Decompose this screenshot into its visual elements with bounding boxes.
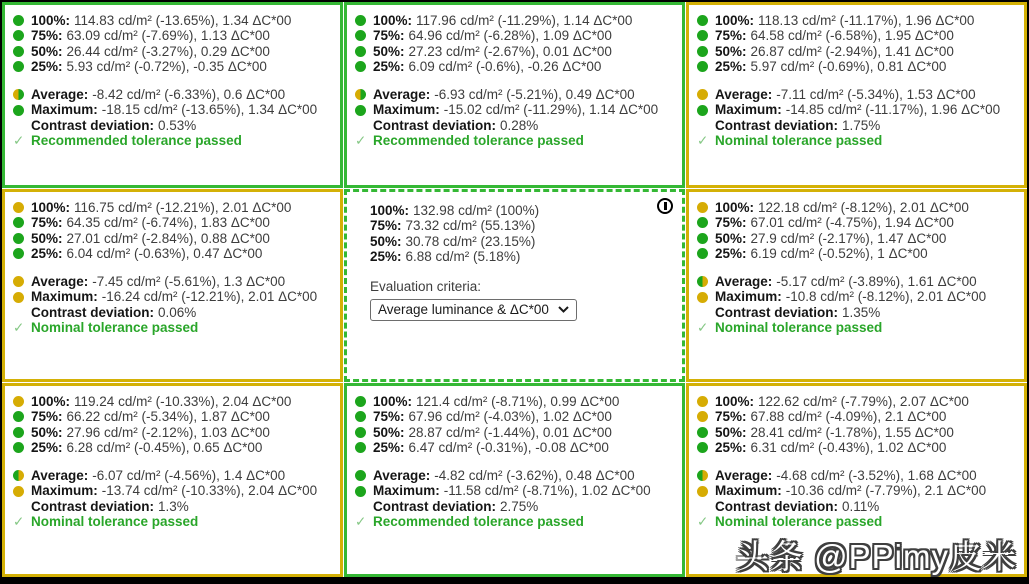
measurement-row [355, 102, 672, 117]
measurement-row [697, 409, 1014, 424]
status-bullet-icon [355, 61, 366, 72]
status-bullet-icon [355, 105, 366, 116]
metric-value: 67.01 cd/m² (-4.75%), 1.94 ΔC*00 [750, 215, 954, 231]
metric-value: 5.97 cd/m² (-0.69%), 0.81 ΔC*00 [750, 58, 947, 74]
metric-value: -10.8 cd/m² (-8.12%), 2.01 ΔC*00 [785, 289, 987, 305]
metric-value: 6.31 cd/m² (-0.43%), 1.02 ΔC*00 [750, 439, 947, 455]
metric-value: -13.74 cd/m² (-10.33%), 2.04 ΔC*00 [101, 483, 318, 499]
metric-value: 6.04 cd/m² (-0.63%), 0.47 ΔC*00 [66, 245, 263, 261]
metric-label: 25%: [370, 248, 402, 264]
checkmark-icon: ✓ [697, 514, 709, 530]
measurement-row [13, 468, 330, 483]
measurement-row [697, 28, 1014, 43]
panel-center-reference [344, 189, 685, 382]
measurement-row [697, 118, 1014, 133]
measurement-row [355, 483, 672, 498]
status-bullet-icon [697, 411, 708, 422]
measurement-row [355, 425, 672, 440]
measurement-row [13, 44, 330, 59]
measurement-row [697, 13, 1014, 28]
metric-value: 63.09 cd/m² (-7.69%), 1.13 ΔC*00 [66, 28, 270, 44]
metric-label: Maximum: [373, 102, 440, 118]
tolerance-status [697, 133, 1014, 148]
measurement-row [13, 440, 330, 455]
metric-label: 25%: [373, 439, 405, 455]
metric-label: 25%: [373, 58, 405, 74]
metric-label: 100%: [373, 394, 413, 409]
measurement-row [13, 499, 330, 514]
metric-value: -14.85 cd/m² (-11.17%), 1.96 ΔC*00 [785, 102, 1001, 118]
measurement-row [13, 246, 330, 261]
status-bullet-icon [13, 89, 24, 100]
status-bullet-icon [697, 470, 708, 481]
checkmark-icon: ✓ [13, 133, 25, 149]
metric-label: Maximum: [31, 289, 98, 305]
metric-value: 0.53% [158, 117, 197, 133]
metric-label: 100%: [373, 13, 413, 28]
metric-value: 67.96 cd/m² (-4.03%), 1.02 ΔC*00 [408, 409, 612, 425]
measurement-row [697, 394, 1014, 409]
metric-value: 27.96 cd/m² (-2.12%), 1.03 ΔC*00 [66, 424, 270, 440]
metric-value: 116.75 cd/m² (-12.21%), 2.01 ΔC*00 [74, 200, 292, 215]
metric-label: 100%: [370, 203, 410, 218]
evaluation-criteria-selected-value: Average luminance & ΔC*00 [378, 302, 549, 318]
metric-value: 6.88 cd/m² (5.18%) [405, 248, 521, 264]
status-bullet-icon [13, 427, 24, 438]
metric-value: -6.07 cd/m² (-4.56%), 1.4 ΔC*00 [92, 468, 286, 484]
tolerance-status-text: Nominal tolerance passed [715, 514, 883, 530]
measurement-row [355, 409, 672, 424]
status-bullet-icon [355, 486, 366, 497]
metric-value: -5.17 cd/m² (-3.89%), 1.61 ΔC*00 [776, 274, 977, 290]
measurement-row [13, 483, 330, 498]
tolerance-status [13, 320, 330, 335]
measurement-row [697, 440, 1014, 455]
metric-label: 75%: [31, 409, 63, 425]
status-bullet-icon [355, 427, 366, 438]
measurement-row [697, 289, 1014, 304]
status-bullet-icon [355, 30, 366, 41]
metric-label: Average: [715, 468, 773, 484]
metric-label: 100%: [715, 394, 755, 409]
status-bullet-icon [355, 46, 366, 57]
metric-value: 64.35 cd/m² (-6.74%), 1.83 ΔC*00 [66, 215, 270, 231]
status-bullet-icon [13, 470, 24, 481]
metric-label: Average: [715, 87, 773, 103]
measurement-row [13, 200, 330, 215]
measurement-row [355, 394, 672, 409]
metric-value: 6.28 cd/m² (-0.45%), 0.65 ΔC*00 [66, 439, 263, 455]
metric-label: 75%: [31, 215, 63, 231]
metric-label: 75%: [370, 218, 402, 234]
tolerance-status [13, 514, 330, 529]
metric-value: 122.62 cd/m² (-7.79%), 2.07 ΔC*00 [758, 394, 969, 409]
metric-label: Average: [31, 87, 89, 103]
panel-top-center [344, 2, 685, 188]
measurement-row [697, 305, 1014, 320]
evaluation-criteria-label: Evaluation criteria: [370, 279, 482, 295]
metric-label: 100%: [31, 394, 71, 409]
metric-label: 75%: [715, 28, 747, 44]
metric-value: -10.36 cd/m² (-7.79%), 2.1 ΔC*00 [785, 483, 987, 499]
tolerance-status [697, 514, 1014, 529]
reference-row [370, 234, 672, 249]
metric-label: 25%: [31, 58, 63, 74]
status-bullet-icon [697, 61, 708, 72]
status-bullet-icon [697, 396, 708, 407]
metric-value: -6.93 cd/m² (-5.21%), 0.49 ΔC*00 [434, 87, 635, 103]
measurement-row [13, 28, 330, 43]
metric-value: 28.87 cd/m² (-1.44%), 0.01 ΔC*00 [408, 424, 612, 440]
metric-value: 6.19 cd/m² (-0.52%), 1 ΔC*00 [750, 245, 928, 261]
tolerance-status-text: Nominal tolerance passed [31, 320, 199, 336]
measurement-row [355, 440, 672, 455]
panel-bottom-left [2, 383, 343, 577]
tolerance-status [13, 133, 330, 148]
metric-label: Contrast deviation: [715, 304, 839, 320]
checkmark-icon: ✓ [697, 320, 709, 336]
status-bullet-icon [13, 233, 24, 244]
tolerance-status-text: Nominal tolerance passed [31, 514, 199, 530]
metric-value: 28.41 cd/m² (-1.78%), 1.55 ΔC*00 [750, 424, 954, 440]
metric-value: 118.13 cd/m² (-11.17%), 1.96 ΔC*00 [758, 13, 975, 28]
status-bullet-icon [355, 442, 366, 453]
metric-value: 132.98 cd/m² (100%) [413, 203, 540, 218]
status-bullet-icon [697, 442, 708, 453]
metric-label: 50%: [31, 43, 63, 59]
panel-middle-right [686, 189, 1027, 382]
status-bullet-icon [697, 276, 708, 287]
reference-row [370, 218, 672, 233]
metric-label: Maximum: [31, 483, 98, 499]
metric-value: 0.06% [158, 304, 197, 320]
metric-value: -8.42 cd/m² (-6.33%), 0.6 ΔC*00 [92, 87, 286, 103]
status-bullet-icon [13, 276, 24, 287]
metric-value: -4.82 cd/m² (-3.62%), 0.48 ΔC*00 [434, 468, 635, 484]
measurement-row [697, 44, 1014, 59]
measurement-row [13, 409, 330, 424]
metric-label: 50%: [373, 424, 405, 440]
measurement-row [355, 499, 672, 514]
tolerance-status [355, 133, 672, 148]
metric-value: 66.22 cd/m² (-5.34%), 1.87 ΔC*00 [66, 409, 270, 425]
status-bullet-icon [697, 233, 708, 244]
status-bullet-icon [697, 46, 708, 57]
metric-label: Average: [373, 87, 431, 103]
measurement-row [697, 215, 1014, 230]
measurement-row [13, 305, 330, 320]
metric-label: 50%: [715, 43, 747, 59]
metric-label: Maximum: [715, 289, 782, 305]
status-bullet-icon [13, 46, 24, 57]
measurement-row [697, 499, 1014, 514]
status-bullet-icon [13, 61, 24, 72]
measurement-row [697, 231, 1014, 246]
metric-value: -4.68 cd/m² (-3.52%), 1.68 ΔC*00 [776, 468, 977, 484]
checkmark-icon: ✓ [355, 514, 367, 530]
metric-label: Contrast deviation: [715, 498, 839, 514]
metric-label: 75%: [715, 409, 747, 425]
metric-value: 2.75% [500, 498, 539, 514]
measurement-row [355, 468, 672, 483]
metric-label: 50%: [31, 424, 63, 440]
checkmark-icon: ✓ [13, 514, 25, 530]
measurement-row [697, 468, 1014, 483]
metric-value: 5.93 cd/m² (-0.72%), -0.35 ΔC*00 [66, 58, 267, 74]
status-bullet-icon [355, 411, 366, 422]
metric-label: Contrast deviation: [31, 304, 155, 320]
tolerance-status [355, 514, 672, 529]
measurement-row [13, 59, 330, 74]
metric-value: 30.78 cd/m² (23.15%) [405, 233, 536, 249]
metric-label: Maximum: [715, 102, 782, 118]
metric-label: 25%: [715, 245, 747, 261]
metric-label: Average: [31, 468, 89, 484]
metric-label: 25%: [31, 439, 63, 455]
metric-label: 50%: [31, 230, 63, 246]
status-bullet-icon [697, 427, 708, 438]
metric-value: 1.35% [842, 304, 881, 320]
status-bullet-icon [697, 292, 708, 303]
metric-label: Average: [715, 274, 773, 290]
panel-top-right [686, 2, 1027, 188]
measurement-row [355, 59, 672, 74]
metric-label: Average: [373, 468, 431, 484]
status-bullet-icon [13, 105, 24, 116]
checkmark-icon: ✓ [355, 133, 367, 149]
measurement-row [697, 425, 1014, 440]
metric-label: 50%: [370, 233, 402, 249]
metric-value: 6.09 cd/m² (-0.6%), -0.26 ΔC*00 [408, 58, 602, 74]
panel-bottom-center [344, 383, 685, 577]
metric-label: 100%: [715, 13, 755, 28]
evaluation-criteria-select[interactable] [370, 299, 577, 321]
status-bullet-icon [697, 486, 708, 497]
tolerance-status-text: Nominal tolerance passed [715, 133, 883, 149]
metric-value: -15.02 cd/m² (-11.29%), 1.14 ΔC*00 [443, 102, 659, 118]
metric-label: Maximum: [715, 483, 782, 499]
measurement-row [355, 44, 672, 59]
metric-value: 27.9 cd/m² (-2.17%), 1.47 ΔC*00 [750, 230, 947, 246]
status-bullet-icon [697, 248, 708, 259]
metric-label: 50%: [373, 43, 405, 59]
measurement-row [697, 200, 1014, 215]
metric-value: 26.87 cd/m² (-2.94%), 1.41 ΔC*00 [750, 43, 954, 59]
watermark: 头条 @PPimy皮米 [735, 538, 1017, 575]
metric-value: 121.4 cd/m² (-8.71%), 0.99 ΔC*00 [416, 394, 620, 409]
metric-value: 1.3% [158, 498, 189, 514]
metric-value: 27.01 cd/m² (-2.84%), 0.88 ΔC*00 [66, 230, 270, 246]
status-bullet-icon [697, 202, 708, 213]
tolerance-status-text: Recommended tolerance passed [31, 133, 242, 149]
metric-value: 67.88 cd/m² (-4.09%), 2.1 ΔC*00 [750, 409, 947, 425]
metric-label: Contrast deviation: [715, 117, 839, 133]
status-bullet-icon [13, 202, 24, 213]
metric-value: -7.45 cd/m² (-5.61%), 1.3 ΔC*00 [92, 274, 286, 290]
metric-value: 0.11% [842, 498, 880, 514]
measurement-row [13, 118, 330, 133]
measurement-row [697, 483, 1014, 498]
status-bullet-icon [13, 411, 24, 422]
measurement-row [13, 274, 330, 289]
status-bullet-icon [697, 15, 708, 26]
measurement-row [697, 102, 1014, 117]
metric-label: Contrast deviation: [31, 117, 155, 133]
chevron-down-icon [558, 306, 569, 313]
measurement-row [13, 13, 330, 28]
measurement-row [355, 87, 672, 102]
checkmark-icon: ✓ [13, 320, 25, 336]
metric-label: 75%: [373, 28, 405, 44]
measurement-row [13, 87, 330, 102]
metric-label: 75%: [715, 215, 747, 231]
status-bullet-icon [697, 105, 708, 116]
measurement-row [697, 246, 1014, 261]
metric-value: -16.24 cd/m² (-12.21%), 2.01 ΔC*00 [101, 289, 318, 305]
measurement-row [697, 59, 1014, 74]
measurement-row [13, 215, 330, 230]
metric-label: Maximum: [31, 102, 98, 118]
measurement-row [355, 13, 672, 28]
metric-label: 100%: [715, 200, 755, 215]
metric-value: 64.96 cd/m² (-6.28%), 1.09 ΔC*00 [408, 28, 612, 44]
measurement-row [13, 425, 330, 440]
metric-label: Contrast deviation: [31, 498, 155, 514]
status-bullet-icon [13, 30, 24, 41]
info-icon[interactable] [657, 198, 673, 214]
metric-label: 25%: [715, 58, 747, 74]
reference-row [370, 203, 672, 218]
measurement-row [13, 394, 330, 409]
measurement-row [13, 289, 330, 304]
metric-label: 25%: [31, 245, 63, 261]
status-bullet-icon [355, 15, 366, 26]
measurement-row [355, 28, 672, 43]
status-bullet-icon [355, 396, 366, 407]
tolerance-status-text: Nominal tolerance passed [715, 320, 883, 336]
metric-value: 122.18 cd/m² (-8.12%), 2.01 ΔC*00 [758, 200, 969, 215]
metric-label: 50%: [715, 424, 747, 440]
reference-row [370, 249, 672, 264]
metric-label: 100%: [31, 200, 71, 215]
metric-value: 1.75% [842, 117, 881, 133]
metric-label: 50%: [715, 230, 747, 246]
metric-value: 73.32 cd/m² (55.13%) [405, 218, 536, 234]
status-bullet-icon [13, 292, 24, 303]
metric-label: 100%: [31, 13, 71, 28]
measurement-row [355, 118, 672, 133]
panel-top-left [2, 2, 343, 188]
status-bullet-icon [13, 248, 24, 259]
metric-value: -7.11 cd/m² (-5.34%), 1.53 ΔC*00 [776, 87, 976, 103]
metric-label: Maximum: [373, 483, 440, 499]
metric-value: 26.44 cd/m² (-3.27%), 0.29 ΔC*00 [66, 43, 270, 59]
checkmark-icon: ✓ [697, 133, 709, 149]
panel-middle-left [2, 189, 343, 382]
metric-value: -11.58 cd/m² (-8.71%), 1.02 ΔC*00 [443, 483, 651, 499]
uniformity-grid [2, 2, 1027, 577]
status-bullet-icon [13, 15, 24, 26]
metric-value: 119.24 cd/m² (-10.33%), 2.04 ΔC*00 [74, 394, 292, 409]
metric-value: 27.23 cd/m² (-2.67%), 0.01 ΔC*00 [408, 43, 612, 59]
metric-label: 75%: [31, 28, 63, 44]
status-bullet-icon [697, 30, 708, 41]
metric-value: 6.47 cd/m² (-0.31%), -0.08 ΔC*00 [408, 439, 609, 455]
status-bullet-icon [355, 89, 366, 100]
metric-value: 117.96 cd/m² (-11.29%), 1.14 ΔC*00 [416, 13, 633, 28]
measurement-row [13, 102, 330, 117]
tolerance-status-text: Recommended tolerance passed [373, 133, 584, 149]
measurement-row [697, 274, 1014, 289]
status-bullet-icon [13, 396, 24, 407]
measurement-row [697, 87, 1014, 102]
status-bullet-icon [13, 217, 24, 228]
metric-label: 25%: [715, 439, 747, 455]
metric-value: 114.83 cd/m² (-13.65%), 1.34 ΔC*00 [74, 13, 292, 28]
metric-value: 64.58 cd/m² (-6.58%), 1.95 ΔC*00 [750, 28, 954, 44]
tolerance-status [697, 320, 1014, 335]
metric-value: 0.28% [500, 117, 539, 133]
status-bullet-icon [13, 486, 24, 497]
measurement-row [13, 231, 330, 246]
metric-label: Contrast deviation: [373, 117, 497, 133]
metric-value: -18.15 cd/m² (-13.65%), 1.34 ΔC*00 [101, 102, 318, 118]
status-bullet-icon [13, 442, 24, 453]
metric-label: Average: [31, 274, 89, 290]
metric-label: Contrast deviation: [373, 498, 497, 514]
status-bullet-icon [697, 217, 708, 228]
status-bullet-icon [697, 89, 708, 100]
tolerance-status-text: Recommended tolerance passed [373, 514, 584, 530]
metric-label: 75%: [373, 409, 405, 425]
status-bullet-icon [355, 470, 366, 481]
